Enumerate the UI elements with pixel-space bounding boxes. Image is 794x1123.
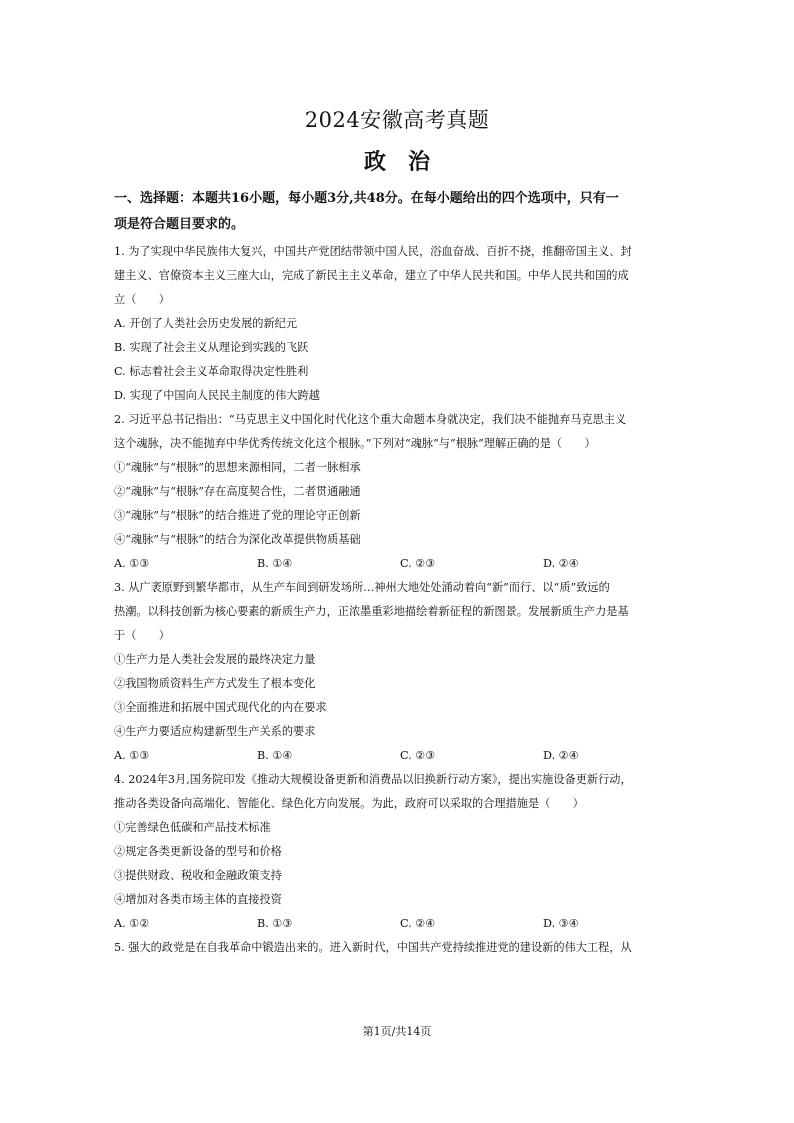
question-line: 热潮。以科技创新为核心要素的新质生产力，正浓墨重彩地描绘着新征程的新图景。发展新质生产力是基	[114, 605, 629, 618]
statement-item: ③“魂脉”与“根脉”的结合推进了党的理论守正创新	[114, 509, 361, 522]
option-a: A. ①③	[114, 749, 150, 762]
question-1	[114, 240, 686, 408]
option-b: B. ①④	[257, 749, 293, 762]
question-5	[114, 936, 686, 960]
question-line: 立（ ）	[114, 293, 170, 306]
answer-options	[114, 552, 686, 576]
statement-item: ②“魂脉”与“根脉”存在高度契合性，二者贯通融通	[114, 485, 361, 498]
question-line: 建主义、官僚资本主义三座大山，完成了新民主主义革命，建立了中华人民共和国。中华人民共和国的成	[114, 269, 629, 282]
option-d: D. ③④	[543, 917, 579, 930]
question-4	[114, 768, 686, 936]
question-line: 于（ ）	[114, 629, 170, 642]
option-a: A. ①②	[114, 917, 150, 930]
answer-option: C. 标志着社会主义革命取得决定性胜利	[114, 365, 309, 378]
answer-option: B. 实现了社会主义从理论到实践的飞跃	[114, 341, 309, 354]
exam-title: 2024安徽高考真题	[304, 108, 490, 132]
exam-content	[114, 186, 686, 960]
question-3	[114, 576, 686, 768]
question-line: 5. 强大的政党是在自我革命中锻造出来的。进入新时代，中国共产党持续推进党的建设新的伟大工程，从	[114, 941, 632, 954]
option-b: B. ①③	[257, 917, 293, 930]
statement-item: ②规定各类更新设备的型号和价格	[114, 845, 282, 858]
section-heading-line: 一、选择题：本题共16小题，每小题3分,共48分。在每小题给出的四个选项中，只有一	[114, 191, 619, 206]
option-b: B. ①④	[257, 557, 293, 570]
statement-item: ④“魂脉”与“根脉”的结合为深化改革提供物质基础	[114, 533, 361, 546]
statement-item: ①生产力是人类社会发展的最终决定力量	[114, 653, 316, 666]
option-c: C. ②③	[400, 557, 436, 570]
section-heading-line: 项是符合题目要求的。	[114, 217, 245, 232]
page-number: 第1页/共14页	[362, 1025, 432, 1038]
answer-options	[114, 912, 686, 936]
answer-options	[114, 744, 686, 768]
option-d: D. ②④	[543, 749, 579, 762]
statement-item: ④生产力要适应构建新型生产关系的要求	[114, 725, 316, 738]
question-line: 这个魂脉，决不能抛弃中华优秀传统文化这个根脉。”下列对“魂脉”与“根脉”理解正确的是（ ）	[114, 437, 596, 450]
statement-item: ①“魂脉”与“根脉”的思想来源相同，二者一脉相承	[114, 461, 361, 474]
statement-item: ③提供财政、税收和金融政策支持	[114, 869, 282, 882]
question-line: 3. 从广袤原野到繁华都市，从生产车间到研发场所…神州大地处处涌动着向“新”而行、以“质”致远的	[114, 581, 610, 594]
option-c: C. ②④	[400, 917, 436, 930]
question-line: 4. 2024年3月,国务院印发《推动大规模设备更新和消费品以旧换新行动方案》，提出实施设备更新行动，	[114, 773, 632, 786]
question-line: 推动各类设备向高端化、智能化、绿色化方向发展。为此，政府可以采取的合理措施是（ ）	[114, 797, 584, 810]
question-line: 1. 为了实现中华民族伟大复兴，中国共产党团结带领中国人民，浴血奋战、百折不挠，推翻帝国主义、封	[114, 245, 632, 258]
option-c: C. ②③	[400, 749, 436, 762]
statement-item: ①完善绿色低碳和产品技术标准	[114, 821, 271, 834]
statement-item: ③全面推进和拓展中国式现代化的内在要求	[114, 701, 327, 714]
answer-option: D. 实现了中国向人民民主制度的伟大跨越	[114, 389, 320, 402]
statement-item: ②我国物质资料生产方式发生了根本变化	[114, 677, 316, 690]
option-d: D. ②④	[543, 557, 579, 570]
section-heading	[114, 186, 686, 238]
statement-item: ④增加对各类市场主体的直接投资	[114, 893, 282, 906]
option-a: A. ①③	[114, 557, 150, 570]
subject-title: 政 治	[363, 149, 430, 175]
answer-option: A. 开创了人类社会历史发展的新纪元	[114, 317, 298, 330]
question-line: 2. 习近平总书记指出：“马克思主义中国化时代化这个重大命题本身就决定，我们决不能抛弃马克思主义	[114, 413, 627, 426]
question-2	[114, 408, 686, 576]
